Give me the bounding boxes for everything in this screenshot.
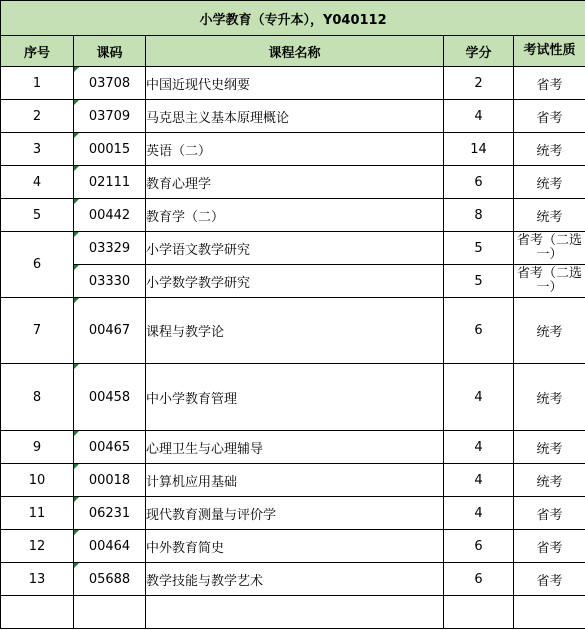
- row-code: 03708: [74, 67, 146, 100]
- empty-cell: [444, 596, 514, 629]
- row-credit: 6: [444, 563, 514, 596]
- row-exam-type: 统考: [514, 298, 585, 364]
- row-credit: 14: [444, 133, 514, 166]
- row-seq: 12: [1, 530, 74, 563]
- row-exam-type: 统考: [514, 464, 585, 497]
- row-exam-type: 统考: [514, 166, 585, 199]
- row-code: 00015: [74, 133, 146, 166]
- table-row: [1, 530, 585, 563]
- cell-marker-icon: [74, 232, 79, 237]
- empty-cell: [146, 596, 444, 629]
- cell-marker-icon: [74, 265, 79, 270]
- row-course-name: 马克思主义基本原理概论: [146, 100, 444, 133]
- table-row: [1, 563, 585, 596]
- row-credit: 6: [444, 166, 514, 199]
- row-code: 03329: [74, 232, 146, 265]
- row-course-name: 中外教育简史: [146, 530, 444, 563]
- table-title: 小学教育（专升本），Y040112: [1, 1, 585, 36]
- empty-cell: [74, 596, 146, 629]
- row-course-name: 中国近现代史纲要: [146, 67, 444, 100]
- cell-marker-icon: [74, 464, 79, 469]
- row-exam-type: 省考（二选一）: [514, 265, 585, 298]
- title-row: [1, 1, 585, 36]
- row-code: 00465: [74, 431, 146, 464]
- empty-cell: [514, 596, 585, 629]
- cell-marker-icon: [74, 298, 79, 303]
- header-course-name: 课程名称: [146, 36, 444, 67]
- cell-marker-icon: [74, 497, 79, 502]
- row-course-name: 心理卫生与心理辅导: [146, 431, 444, 464]
- row-seq: 4: [1, 166, 74, 199]
- cell-marker-icon: [74, 133, 79, 138]
- table-row: [1, 199, 585, 232]
- row-exam-type: 统考: [514, 199, 585, 232]
- cell-marker-icon: [74, 431, 79, 436]
- row-exam-type: 统考: [514, 133, 585, 166]
- row-course-name: 中小学教育管理: [146, 364, 444, 431]
- row-code: 00464: [74, 530, 146, 563]
- row-seq: 7: [1, 298, 74, 364]
- row-exam-type: 省考: [514, 563, 585, 596]
- row-exam-type: 统考: [514, 364, 585, 431]
- header-seq: 序号: [1, 36, 74, 67]
- row-seq: 13: [1, 563, 74, 596]
- cell-marker-icon: [74, 166, 79, 171]
- row-exam-type: 省考（二选一）: [514, 232, 585, 265]
- row-seq: 3: [1, 133, 74, 166]
- row-code: 02111: [74, 166, 146, 199]
- row-seq: 2: [1, 100, 74, 133]
- row-code: 00467: [74, 298, 146, 364]
- table-row: [1, 497, 585, 530]
- table-row: [1, 232, 585, 265]
- empty-cell: [1, 596, 74, 629]
- row-credit: 5: [444, 265, 514, 298]
- table-row: [1, 265, 585, 298]
- row-exam-type: 省考: [514, 530, 585, 563]
- row-course-name: 课程与教学论: [146, 298, 444, 364]
- row-code: 00442: [74, 199, 146, 232]
- row-course-name: 英语（二）: [146, 133, 444, 166]
- row-course-name: 小学数学教学研究: [146, 265, 444, 298]
- row-credit: 4: [444, 431, 514, 464]
- row-credit: 4: [444, 497, 514, 530]
- table-row: [1, 100, 585, 133]
- row-code: 06231: [74, 497, 146, 530]
- cell-marker-icon: [74, 100, 79, 105]
- row-code: 00458: [74, 364, 146, 431]
- row-credit: 4: [444, 100, 514, 133]
- row-code: 00018: [74, 464, 146, 497]
- row-seq: 1: [1, 67, 74, 100]
- header-row: [1, 36, 585, 67]
- cell-marker-icon: [74, 67, 79, 72]
- table-row: [1, 166, 585, 199]
- row-course-name: 教学技能与教学艺术: [146, 563, 444, 596]
- row-code: 05688: [74, 563, 146, 596]
- table-row: [1, 133, 585, 166]
- table-row: [1, 364, 585, 431]
- row-code: 03709: [74, 100, 146, 133]
- row-exam-type: 省考: [514, 497, 585, 530]
- row-seq: 5: [1, 199, 74, 232]
- row-course-name: 教育学（二）: [146, 199, 444, 232]
- row-credit: 6: [444, 530, 514, 563]
- row-seq: 9: [1, 431, 74, 464]
- header-exam-type: 考试性质: [514, 36, 585, 67]
- cell-marker-icon: [74, 530, 79, 535]
- row-seq: 8: [1, 364, 74, 431]
- table-row: [1, 431, 585, 464]
- cell-marker-icon: [74, 563, 79, 568]
- header-credit: 学分: [444, 36, 514, 67]
- row-code: 03330: [74, 265, 146, 298]
- row-credit: 2: [444, 67, 514, 100]
- row-course-name: 现代教育测量与评价学: [146, 497, 444, 530]
- row-credit: 4: [444, 464, 514, 497]
- cell-marker-icon: [74, 199, 79, 204]
- row-credit: 4: [444, 364, 514, 431]
- row-seq: 11: [1, 497, 74, 530]
- header-code: 课码: [74, 36, 146, 67]
- row-exam-type: 统考: [514, 431, 585, 464]
- cell-marker-icon: [74, 364, 79, 369]
- table-row: [1, 67, 585, 100]
- row-seq: 6: [1, 232, 74, 298]
- row-exam-type: 省考: [514, 100, 585, 133]
- table-row: [1, 298, 585, 364]
- row-credit: 8: [444, 199, 514, 232]
- row-course-name: 小学语文教学研究: [146, 232, 444, 265]
- row-course-name: 教育心理学: [146, 166, 444, 199]
- row-credit: 5: [444, 232, 514, 265]
- row-course-name: 计算机应用基础: [146, 464, 444, 497]
- row-credit: 6: [444, 298, 514, 364]
- row-exam-type: 省考: [514, 67, 585, 100]
- row-seq: 10: [1, 464, 74, 497]
- table-row: [1, 464, 585, 497]
- empty-row: [1, 596, 585, 629]
